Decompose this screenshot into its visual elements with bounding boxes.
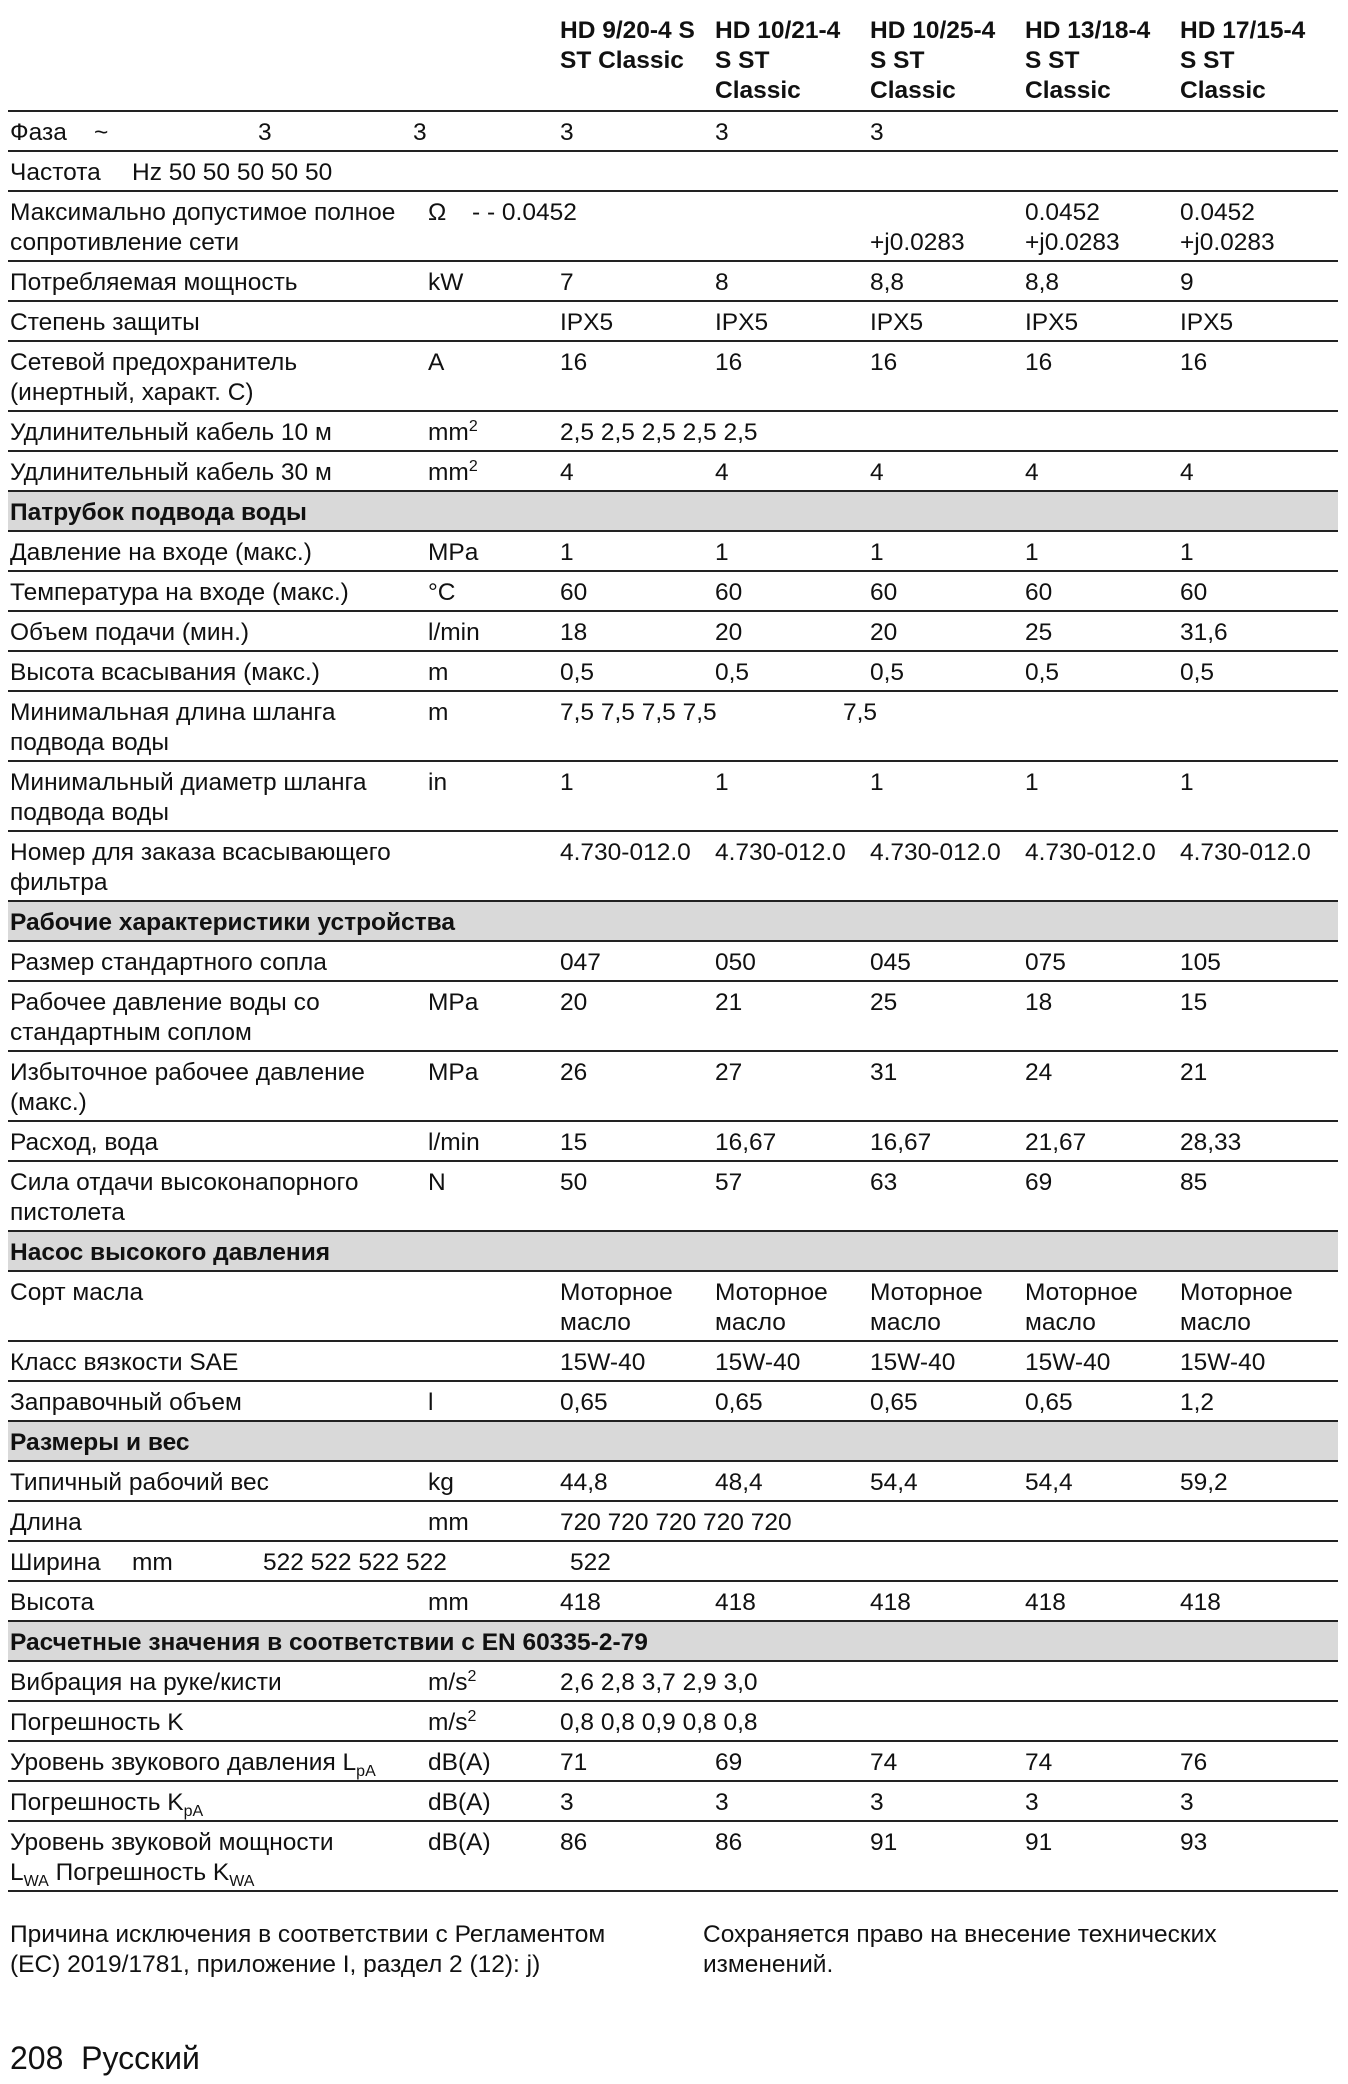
page-footer [10, 2040, 200, 2077]
section-title: Насос высокого давления [10, 1239, 331, 1266]
row-length [8, 1502, 1338, 1542]
row-error-k [8, 1702, 1338, 1742]
label: Минимальный диаметр шланга подвода воды [10, 769, 367, 826]
value: 3 [1025, 1789, 1039, 1816]
value: 16 [560, 349, 588, 376]
value: 3 [560, 1789, 574, 1816]
value: 3 [258, 119, 272, 146]
row-suction [8, 652, 1338, 692]
row-power [8, 262, 1338, 302]
value: 24 [1025, 1059, 1053, 1086]
section-calculated [8, 1622, 1338, 1662]
unit: °C [428, 579, 456, 606]
value: +j0.0283 [870, 229, 965, 256]
model-1-header: HD 9/20-4 S ST Classic [560, 17, 695, 74]
value: 63 [870, 1169, 898, 1196]
value: 4 [560, 459, 574, 486]
value: 3 [715, 1789, 729, 1816]
value: 8 [715, 269, 729, 296]
label: Объем подачи (мин.) [10, 619, 250, 646]
value: 69 [715, 1749, 743, 1776]
value: 0,5 [1180, 659, 1215, 686]
value: Моторное масло [1180, 1279, 1293, 1336]
value: 2,5 2,5 2,5 2,5 2,5 [560, 419, 758, 446]
row-filter-number [8, 832, 1338, 902]
value: 20 [870, 619, 898, 646]
label: Размер стандартного сопла [10, 949, 327, 976]
exclusion-note: Причина исключения в соответствии с Регламентом (EC) 2019/1781, приложение I, раздел 2 (12): j) [10, 1921, 606, 1978]
language-label: Русский [81, 2040, 200, 2076]
unit: in [428, 769, 448, 796]
value: 91 [1025, 1829, 1053, 1856]
label: Уровень звукового давления $L_{pA}$ [10, 1749, 376, 1780]
row-lpa [8, 1742, 1338, 1782]
unit: l [428, 1389, 434, 1416]
unit: l/min [428, 1129, 480, 1156]
unit: m [428, 699, 449, 726]
section-title: Расчетные значения в соответствии с EN 60335-2-79 [10, 1629, 648, 1656]
value: 86 [560, 1829, 588, 1856]
label: Класс вязкости SAE [10, 1349, 239, 1376]
value: 1 [870, 539, 884, 566]
value: 1 [1180, 539, 1194, 566]
label: Расход, вода [10, 1129, 159, 1156]
value: 418 [870, 1589, 911, 1616]
unit: MPa [428, 539, 479, 566]
value: 4 [1025, 459, 1039, 486]
label: Сорт масла [10, 1279, 144, 1306]
value: 4.730-012.0 [715, 839, 846, 866]
value: 0,65 [560, 1389, 608, 1416]
value: 720 720 720 720 720 [560, 1509, 792, 1536]
value: 418 [1025, 1589, 1066, 1616]
value: 25 [1025, 619, 1053, 646]
value: 418 [560, 1589, 601, 1616]
value: 15W-40 [560, 1349, 646, 1376]
row-impedance [8, 192, 1338, 262]
unit: ~ [94, 119, 109, 146]
label: Максимально допустимое полное сопротивление сети [10, 199, 396, 256]
label: Потребляемая мощность [10, 269, 298, 296]
value: Hz 50 50 50 50 50 [132, 159, 333, 186]
value: 105 [1180, 949, 1221, 976]
value: +j0.0283 [1180, 229, 1275, 256]
unit: kW [428, 269, 464, 296]
value: IPX5 [560, 309, 614, 336]
label: Температура на входе (макс.) [10, 579, 349, 606]
value: 0.0452 [1180, 199, 1255, 226]
value: Моторное масло [870, 1279, 983, 1336]
value: 86 [715, 1829, 743, 1856]
model-5-header: HD 17/15-4 S ST Classic [1180, 17, 1306, 104]
header-row [8, 0, 1338, 112]
value: 27 [715, 1059, 743, 1086]
value: 71 [560, 1749, 588, 1776]
unit: l/min [428, 619, 480, 646]
value: 1,2 [1180, 1389, 1215, 1416]
label: Погрешность K [10, 1709, 184, 1736]
value: 91 [870, 1829, 898, 1856]
value: IPX5 [1025, 309, 1079, 336]
value: 48,4 [715, 1469, 763, 1496]
label: Фаза [10, 119, 67, 146]
value: 0,5 [715, 659, 750, 686]
unit: mm [428, 1589, 469, 1616]
unit: MPa [428, 989, 479, 1016]
unit: N [428, 1169, 446, 1196]
label: Уровень звуковой мощности $L_{WA}$ Погрешность $K_{WA}$ [10, 1829, 334, 1890]
value: 16 [715, 349, 743, 376]
row-phase [8, 112, 1338, 152]
unit: mm [428, 1509, 469, 1536]
value: Моторное масло [1025, 1279, 1138, 1336]
value: 1 [1025, 769, 1039, 796]
row-sae [8, 1342, 1338, 1382]
value: 3 [1180, 1789, 1194, 1816]
unit: $mm^2$ [428, 417, 478, 446]
value: 0.0452 [1025, 199, 1100, 226]
unit: $mm^2$ [428, 457, 478, 486]
value: 7,5 [843, 699, 878, 726]
row-fuse [8, 342, 1338, 412]
value: 4.730-012.0 [560, 839, 691, 866]
value: 047 [560, 949, 601, 976]
value: 20 [560, 989, 588, 1016]
row-cable30 [8, 452, 1338, 492]
page-number: 208 [10, 2040, 64, 2076]
row-oil [8, 1272, 1338, 1342]
value: 57 [715, 1169, 743, 1196]
value: 20 [715, 619, 743, 646]
row-width [8, 1542, 1338, 1582]
value: 60 [715, 579, 743, 606]
label: Избыточное рабочее давление (макс.) [10, 1059, 365, 1116]
value: 3 [715, 119, 729, 146]
model-2-header: HD 10/21-4 S ST Classic [715, 17, 841, 104]
value: 74 [870, 1749, 898, 1776]
value: 1 [560, 769, 574, 796]
value: 15W-40 [1025, 1349, 1111, 1376]
value: 3 [560, 119, 574, 146]
value: 60 [1180, 579, 1208, 606]
row-flow-min [8, 612, 1338, 652]
label: Степень защиты [10, 309, 200, 336]
value: 93 [1180, 1829, 1208, 1856]
row-inlet-pressure [8, 532, 1338, 572]
value: 59,2 [1180, 1469, 1228, 1496]
value: 418 [715, 1589, 756, 1616]
value: IPX5 [870, 309, 924, 336]
value: 4 [715, 459, 729, 486]
unit: dB(A) [428, 1829, 491, 1856]
value: Моторное масло [560, 1279, 673, 1336]
row-freq [8, 152, 1338, 192]
section-pump [8, 1232, 1338, 1272]
value: 0,5 [560, 659, 595, 686]
value: 0,65 [1025, 1389, 1073, 1416]
value: 15 [1180, 989, 1208, 1016]
value: +j0.0283 [1025, 229, 1120, 256]
value: 522 522 522 522 [263, 1549, 447, 1576]
value: 15 [560, 1129, 588, 1156]
value: 1 [715, 539, 729, 566]
value: 60 [1025, 579, 1053, 606]
unit: $m/s^2$ [428, 1667, 477, 1696]
value: Моторное масло [715, 1279, 828, 1336]
value: 0,8 0,8 0,9 0,8 0,8 [560, 1709, 758, 1736]
row-over-pressure [8, 1052, 1338, 1122]
value: 7 [560, 269, 574, 296]
label: Заправочный объем [10, 1389, 242, 1416]
row-water-flow [8, 1122, 1338, 1162]
row-cable10 [8, 412, 1338, 452]
value: 26 [560, 1059, 588, 1086]
value: 60 [870, 579, 898, 606]
value: 15W-40 [1180, 1349, 1266, 1376]
unit: dB(A) [428, 1749, 491, 1776]
value: 60 [560, 579, 588, 606]
label: Высота [10, 1589, 95, 1616]
label: Сетевой предохранитель (инертный, характ. С) [10, 349, 298, 406]
label: Частота [10, 159, 101, 186]
label: Длина [10, 1509, 82, 1536]
value: 1 [1180, 769, 1194, 796]
unit: MPa [428, 1059, 479, 1086]
value: 54,4 [870, 1469, 918, 1496]
value: 31,6 [1180, 619, 1228, 646]
value: 15W-40 [715, 1349, 801, 1376]
value: 4.730-012.0 [1180, 839, 1311, 866]
label: Давление на входе (макс.) [10, 539, 312, 566]
value: 1 [715, 769, 729, 796]
value: 1 [1025, 539, 1039, 566]
row-protection [8, 302, 1338, 342]
value: 76 [1180, 1749, 1208, 1776]
value: 44,8 [560, 1469, 608, 1496]
row-recoil [8, 1162, 1338, 1232]
value: 50 [560, 1169, 588, 1196]
value: 522 [570, 1549, 611, 1576]
row-inlet-temp [8, 572, 1338, 612]
value: 21 [715, 989, 743, 1016]
value: 0,65 [870, 1389, 918, 1416]
section-title: Размеры и вес [10, 1429, 190, 1456]
model-3-header: HD 10/25-4 S ST Classic [870, 17, 996, 104]
changes-note: Сохраняется право на внесение технических изменений. [703, 1921, 1217, 1978]
value: 3 [413, 119, 427, 146]
value: 69 [1025, 1169, 1053, 1196]
value: 15W-40 [870, 1349, 956, 1376]
value: IPX5 [715, 309, 769, 336]
section-title: Патрубок подвода воды [10, 499, 307, 526]
unit: Ω [428, 199, 447, 226]
row-lwa [8, 1822, 1338, 1892]
value: 21,67 [1025, 1129, 1087, 1156]
unit: dB(A) [428, 1789, 491, 1816]
label: Вибрация на руке/кисти [10, 1669, 282, 1696]
row-height [8, 1582, 1338, 1622]
section-dimensions [8, 1422, 1338, 1462]
value: 21 [1180, 1059, 1208, 1086]
value: 2,6 2,8 3,7 2,9 3,0 [560, 1669, 758, 1696]
value: IPX5 [1180, 309, 1234, 336]
row-nozzle [8, 942, 1338, 982]
value: 25 [870, 989, 898, 1016]
row-work-pressure [8, 982, 1338, 1052]
unit: kg [428, 1469, 454, 1496]
unit: $m/s^2$ [428, 1707, 477, 1736]
value: 1 [560, 539, 574, 566]
value: 8,8 [870, 269, 905, 296]
value: 54,4 [1025, 1469, 1073, 1496]
value: 418 [1180, 1589, 1221, 1616]
value: 1 [870, 769, 884, 796]
value: 18 [560, 619, 588, 646]
row-hose-length [8, 692, 1338, 762]
row-fill [8, 1382, 1338, 1422]
value: - - 0.0452 [472, 199, 577, 226]
value: 16 [1180, 349, 1208, 376]
label: Сила отдачи высоконапорного пистолета [10, 1169, 359, 1226]
row-vibration [8, 1662, 1338, 1702]
label: Ширина [10, 1549, 101, 1576]
value: 9 [1180, 269, 1194, 296]
value: 7,5 7,5 7,5 7,5 [560, 699, 717, 726]
value: 18 [1025, 989, 1053, 1016]
value: 28,33 [1180, 1129, 1242, 1156]
value: 4 [1180, 459, 1194, 486]
value: 8,8 [1025, 269, 1060, 296]
value: 4.730-012.0 [1025, 839, 1156, 866]
row-weight [8, 1462, 1338, 1502]
unit: m [428, 659, 449, 686]
value: 16 [1025, 349, 1053, 376]
value: 050 [715, 949, 756, 976]
value: 0,65 [715, 1389, 763, 1416]
value: 31 [870, 1059, 898, 1086]
section-title: Рабочие характеристики устройства [10, 909, 456, 936]
label: Удлинительный кабель 30 м [10, 459, 332, 486]
value: 3 [870, 1789, 884, 1816]
value: 16,67 [715, 1129, 777, 1156]
row-hose-diameter [8, 762, 1338, 832]
value: 045 [870, 949, 911, 976]
unit: A [428, 349, 445, 376]
value: 0,5 [1025, 659, 1060, 686]
label: Номер для заказа всасывающего фильтра [10, 839, 391, 896]
value: 16 [870, 349, 898, 376]
value: 74 [1025, 1749, 1053, 1776]
value: 16,67 [870, 1129, 932, 1156]
section-performance [8, 902, 1338, 942]
label: Погрешность $K_{pA}$ [10, 1789, 204, 1820]
value: 3 [870, 119, 884, 146]
label: Удлинительный кабель 10 м [10, 419, 332, 446]
section-water-inlet [8, 492, 1338, 532]
label: Минимальная длина шланга подвода воды [10, 699, 336, 756]
value: 4.730-012.0 [870, 839, 1001, 866]
row-kpa [8, 1782, 1338, 1822]
spec-table [8, 0, 1338, 1892]
label: Типичный рабочий вес [10, 1469, 269, 1496]
model-4-header: HD 13/18-4 S ST Classic [1025, 17, 1151, 104]
value: 4 [870, 459, 884, 486]
value: 075 [1025, 949, 1066, 976]
label: Высота всасывания (макс.) [10, 659, 320, 686]
value: 0,5 [870, 659, 905, 686]
label: Рабочее давление воды со стандартным соплом [10, 989, 320, 1046]
value: 85 [1180, 1169, 1208, 1196]
unit: mm [132, 1549, 173, 1576]
